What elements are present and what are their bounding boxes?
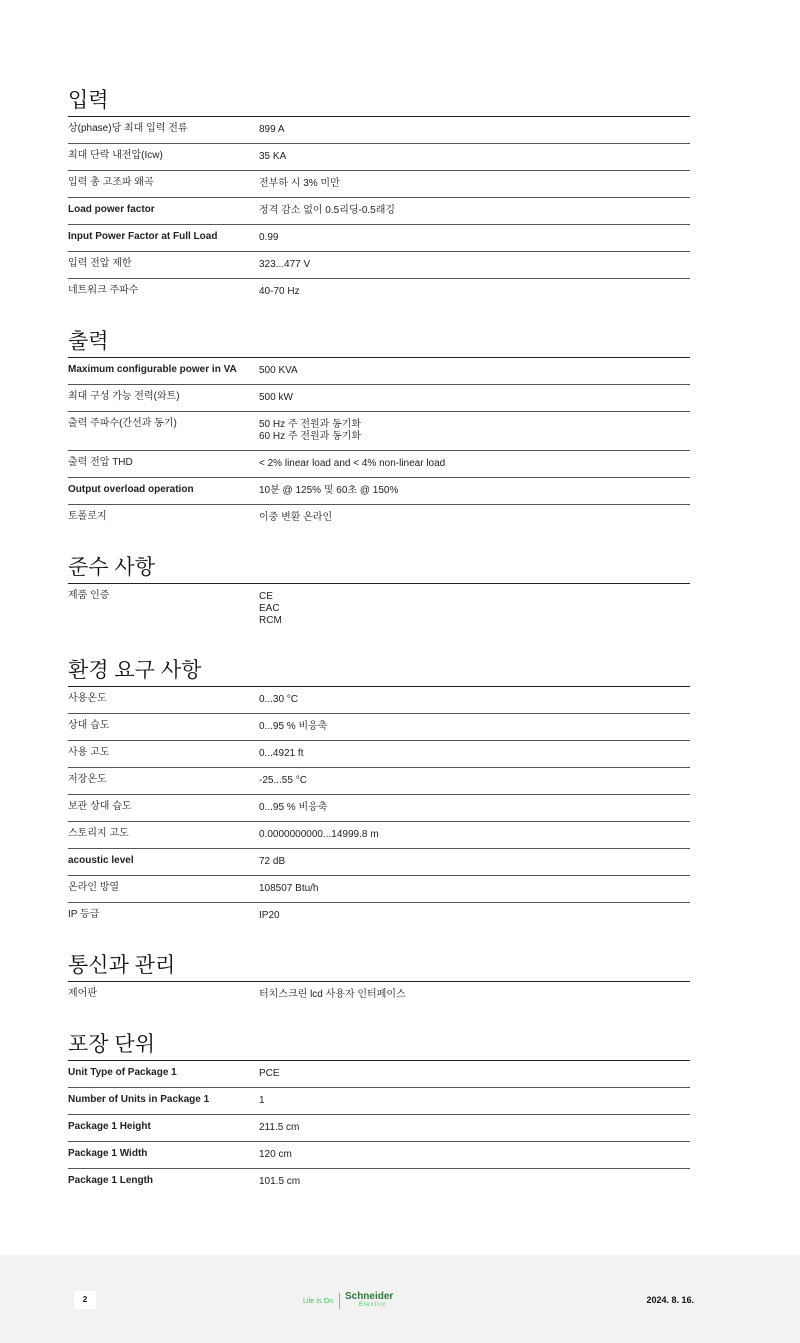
spec-label: Unit Type of Package 1	[68, 1067, 177, 1078]
spec-value	[259, 171, 690, 197]
spec-row	[68, 687, 690, 714]
spec-label: 제품 인증	[68, 590, 110, 601]
spec-label: 최대 단락 내전압(Icw)	[68, 150, 163, 161]
spec-label: 최대 구성 가능 전력(와트)	[68, 391, 180, 402]
spec-value-line: 101.5 cm	[259, 1176, 301, 1187]
spec-value	[259, 1115, 690, 1141]
page-number: 2	[74, 1291, 96, 1309]
spec-row	[68, 849, 690, 876]
spec-row	[68, 982, 690, 1008]
spec-row	[68, 117, 690, 144]
spec-value-line: 899 A	[259, 124, 285, 135]
spec-value	[259, 741, 690, 767]
section-title: 환경 요구 사항	[68, 658, 690, 687]
spec-value	[259, 1142, 690, 1168]
spec-label: 사용 고도	[68, 747, 110, 758]
spec-row	[68, 1115, 690, 1142]
spec-value	[259, 358, 690, 384]
spec-row	[68, 1088, 690, 1115]
spec-value	[259, 198, 690, 224]
spec-row	[68, 768, 690, 795]
spec-value-line: < 2% linear load and < 4% non-linear load	[259, 458, 446, 469]
spec-label: 상대 습도	[68, 720, 110, 731]
section-title: 통신과 관리	[68, 953, 690, 982]
spec-label: Number of Units in Package 1	[68, 1094, 210, 1105]
spec-row	[68, 903, 690, 929]
spec-label: 온라인 방열	[68, 882, 120, 893]
spec-row	[68, 385, 690, 412]
spec-label: Input Power Factor at Full Load	[68, 231, 218, 242]
spec-value-line: 전부하 시 3% 미만	[259, 178, 340, 189]
section	[68, 555, 690, 634]
spec-row	[68, 795, 690, 822]
spec-value	[259, 768, 690, 794]
spec-row	[68, 358, 690, 385]
spec-row	[68, 279, 690, 305]
spec-label: IP 등급	[68, 909, 100, 920]
spec-label: 네트워크 주파수	[68, 285, 139, 296]
print-date: 2024. 8. 16.	[646, 1295, 694, 1305]
spec-value-line: 40-70 Hz	[259, 286, 300, 297]
spec-label: 입력 전압 제한	[68, 258, 132, 269]
spec-row	[68, 584, 690, 634]
spec-value	[259, 117, 690, 143]
spec-sheet	[68, 88, 690, 1219]
spec-value	[259, 279, 690, 305]
spec-value-line: 0...95 % 비응축	[259, 721, 328, 732]
spec-label: 출력 전압 THD	[68, 457, 133, 468]
spec-label: 출력 주파수(간선과 동기)	[68, 418, 177, 429]
spec-value	[259, 714, 690, 740]
spec-value	[259, 849, 690, 875]
spec-row	[68, 822, 690, 849]
spec-value	[259, 1061, 690, 1087]
spec-row	[68, 741, 690, 768]
spec-value-line: EAC	[259, 603, 280, 614]
spec-row	[68, 144, 690, 171]
spec-value	[259, 687, 690, 713]
spec-label: 제어판	[68, 988, 97, 999]
spec-value-line: PCE	[259, 1068, 280, 1079]
spec-value	[259, 412, 690, 450]
spec-label: 사용온도	[68, 693, 107, 704]
spec-row	[68, 1142, 690, 1169]
section	[68, 658, 690, 929]
section	[68, 88, 690, 305]
spec-value-line: 0...4921 ft	[259, 748, 304, 759]
spec-value	[259, 903, 690, 929]
spec-row	[68, 225, 690, 252]
spec-value-line: 이중 변환 온라인	[259, 512, 333, 523]
spec-value	[259, 385, 690, 411]
section-title: 포장 단위	[68, 1032, 690, 1061]
spec-value-line: 10분 @ 125% 및 60초 @ 150%	[259, 485, 399, 496]
brand-logo	[303, 1291, 393, 1311]
spec-label: 스토리지 고도	[68, 828, 129, 839]
spec-row	[68, 505, 690, 531]
spec-value	[259, 982, 690, 1008]
spec-row	[68, 876, 690, 903]
spec-value-line: RCM	[259, 615, 282, 626]
spec-label: Package 1 Width	[68, 1148, 148, 1159]
spec-label: Package 1 Height	[68, 1121, 151, 1132]
section-title: 준수 사항	[68, 555, 690, 584]
brand-sub: Electric	[358, 1302, 387, 1308]
section-title: 출력	[68, 329, 690, 358]
spec-row	[68, 198, 690, 225]
spec-value-line: CE	[259, 591, 273, 602]
spec-value-line: 35 KA	[259, 151, 287, 162]
spec-value	[259, 505, 690, 531]
spec-value	[259, 876, 690, 902]
spec-value-line: 108507 Btu/h	[259, 883, 319, 894]
spec-row	[68, 1169, 690, 1195]
spec-label: 입력 총 고조파 왜곡	[68, 177, 154, 188]
spec-value-line: 0...30 °C	[259, 694, 299, 705]
spec-value-line: 50 Hz 주 전원과 동기화	[259, 419, 362, 430]
brand-name: Schneider	[344, 1291, 394, 1302]
spec-value	[259, 451, 690, 477]
spec-value-line: 60 Hz 주 전원과 동기화	[259, 431, 362, 442]
spec-value	[259, 144, 690, 170]
spec-value	[259, 584, 690, 634]
spec-value	[259, 1169, 690, 1195]
spec-value-line: 0...95 % 비응축	[259, 802, 328, 813]
spec-row	[68, 451, 690, 478]
spec-value	[259, 225, 690, 251]
spec-label: Load power factor	[68, 204, 155, 215]
spec-row	[68, 714, 690, 741]
section	[68, 1032, 690, 1195]
section	[68, 329, 690, 531]
spec-value-line: 211.5 cm	[259, 1122, 300, 1133]
spec-value-line: 1	[259, 1095, 265, 1106]
section-title: 입력	[68, 88, 690, 117]
spec-label: 저장온도	[68, 774, 107, 785]
spec-row	[68, 1061, 690, 1088]
spec-row	[68, 412, 690, 451]
spec-value	[259, 795, 690, 821]
spec-row	[68, 252, 690, 279]
spec-label: 보관 상대 습도	[68, 801, 132, 812]
section	[68, 953, 690, 1008]
spec-value	[259, 1088, 690, 1114]
page-footer	[0, 1255, 800, 1343]
spec-value-line: 120 cm	[259, 1149, 292, 1160]
spec-value-line: 0.99	[259, 232, 279, 243]
spec-value-line: 정격 감소 없이 0.5리딩-0.5래깅	[259, 205, 396, 216]
spec-value	[259, 822, 690, 848]
spec-value-line: 500 kW	[259, 392, 293, 403]
spec-label: Package 1 Length	[68, 1175, 154, 1186]
schneider-logo	[345, 1292, 393, 1310]
tagline: Life Is On	[303, 1297, 333, 1305]
spec-row	[68, 478, 690, 505]
spec-value-line: IP20	[259, 910, 280, 921]
spec-row	[68, 171, 690, 198]
brand-divider	[339, 1293, 340, 1309]
spec-label: Maximum configurable power in VA	[68, 364, 237, 375]
spec-value-line: 72 dB	[259, 856, 286, 867]
spec-value-line: -25...55 °C	[259, 775, 307, 786]
spec-value-line: 0.0000000000...14999.8 m	[259, 829, 379, 840]
spec-value	[259, 478, 690, 504]
spec-value-line: 323...477 V	[259, 259, 311, 270]
spec-value-line: 500 KVA	[259, 365, 298, 376]
spec-label: 토폴로지	[68, 511, 107, 522]
spec-label: 상(phase)당 최대 입력 전류	[68, 123, 188, 134]
spec-label: acoustic level	[68, 855, 134, 866]
spec-value-line: 터치스크린 lcd 사용자 인터페이스	[259, 989, 406, 1000]
spec-label: Output overload operation	[68, 484, 194, 495]
spec-value	[259, 252, 690, 278]
